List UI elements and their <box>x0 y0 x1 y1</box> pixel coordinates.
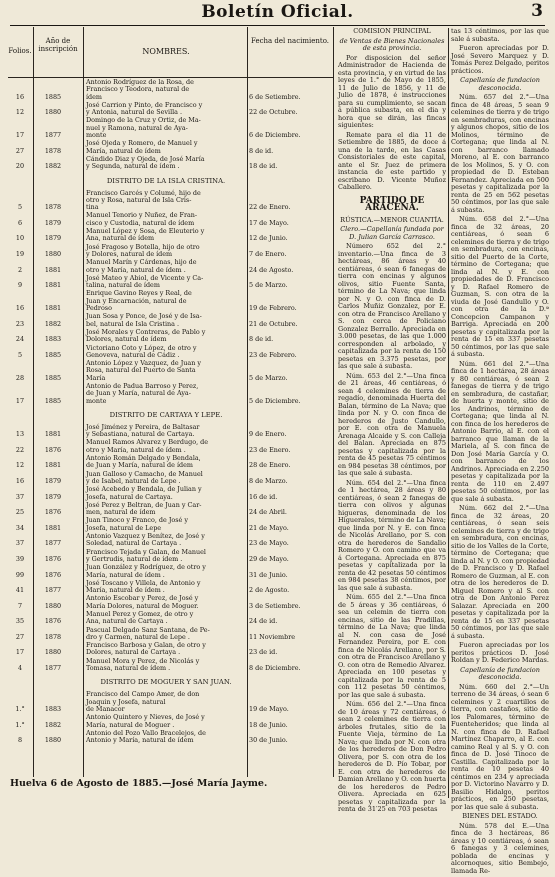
name-cell: Manuel Mora y Perez, de Nicolás y Tomasa, natural de ídem . <box>86 656 200 673</box>
folio-cell: 17 <box>15 396 25 405</box>
date-cell: 6 de Setiembre. <box>249 92 301 101</box>
year-cell: 1876 <box>44 445 62 454</box>
folio-cell: 37 <box>15 539 25 548</box>
year-cell: 1877 <box>44 131 62 140</box>
folio-cell: 34 <box>15 523 25 532</box>
header-fecha: Fecha del nacimiento. <box>250 37 330 45</box>
date-cell: 21 de Mayo. <box>249 523 289 532</box>
col1-paragraph: COMISION PRINCIPAL <box>353 27 431 35</box>
date-cell: 8 de id. <box>249 335 274 344</box>
table-row <box>8 313 333 329</box>
table-row <box>8 345 333 361</box>
folio-cell: 23 <box>15 319 25 328</box>
name-cell: Enrique Gavino Reyes y Real, de Juan y Encarnación, natural de Pedroso <box>86 289 192 313</box>
date-cell: 12 de Junio. <box>249 234 288 243</box>
table-row <box>8 658 333 674</box>
year-cell: 1885 <box>44 92 62 101</box>
date-cell: 22 de Octubre. <box>249 108 298 117</box>
name-cell: Juan Galloso y Camacho, de Manuel y de Isabel, natural de Lepe . <box>86 469 203 485</box>
name-cell: José Jiménez y Pereira, de Baltasar y Sebastiana, natural de Cartaya. <box>86 422 200 439</box>
folio-cell: 6 <box>17 218 23 227</box>
date-cell: 8 de id. <box>249 146 274 155</box>
district-heading: DISTRITO DE LA ISLA CRISTINA. <box>106 176 226 185</box>
year-cell: 1881 <box>44 265 62 274</box>
year-cell: 1881 <box>44 281 62 290</box>
date-cell: 21 de Octubre. <box>249 319 298 328</box>
table-header <box>8 27 333 78</box>
year-cell: 1877 <box>44 664 62 673</box>
name-cell: Pascual Delgado Sanz Santana, de Pe- dro y Carmen, natural de Lepe . <box>86 625 210 641</box>
col1-paragraph: Núm. 653 del 2.°—Una finca de 21 áreas, 46 centiáreas, ó sean 4 celemines de tierra de regadío, denominada Huerta del Balan, término de La Nava; que linda por N. y O. con finca de herederos de Justo Candullo, por E. con otra de Manuela Arenaga Alcaide y S. con Calleja del Balan. Apreciada en 875 pesetas y capitalizada por la renta de 45 pesetas 75 céntimos en 984 pesetas 38 céntimos, por las que sale á subasta. <box>338 371 446 477</box>
name-cell: Manuel Ramos Alvarez y Berdugo, de otro y María, natural de ídem . <box>86 438 208 454</box>
date-cell: 17 de Mayo. <box>249 218 289 227</box>
table-row <box>8 212 333 228</box>
district-heading: DISTRITO DE CARTAYA Y LEPE. <box>109 410 223 419</box>
date-cell: 8 de Marzo. <box>249 476 288 485</box>
date-cell: 23 de Febrero. <box>249 350 297 359</box>
folio-cell: 9 <box>17 281 23 290</box>
table-row <box>8 549 333 565</box>
folio-cell: 27 <box>15 632 25 641</box>
folio-cell: 10 <box>15 234 25 243</box>
name-cell: Manuel Marín y Cárdenas, hijo de otro y María, natural de ídem . <box>86 258 197 274</box>
table-row <box>8 714 333 730</box>
date-cell: 5 de Marzo. <box>249 373 288 382</box>
name-cell: Juan González y Rodríguez, de otro y María, natural de ídem . <box>86 563 206 579</box>
year-cell: 1880 <box>44 736 62 745</box>
col2-paragraph: Capellanía de fundacion desconocida. <box>460 665 540 681</box>
header-folios: Folios. <box>8 47 32 55</box>
name-cell: Antonio Quintero y Nieves, de José y María, natural de Moguer . <box>86 713 205 729</box>
name-cell: José Perez y Beltran, de Juan y Car- men, natural de ídem <box>86 500 202 517</box>
name-cell: José Carrion y Pinto, de Francisco y y Antonia, natural de Sevilla . <box>86 100 203 117</box>
col1-paragraph: Por disposicion del señor Administrador de Hacienda de esta provincia, y en virtud de las leyes de 1.° de Mayo de 1855, 11 de Julio de 1856, y 11 de Julio de 1878, é instrucciones para su cumplimiento, se sacan á pública subasta, en el dia y hora que se dirán, las fincas siguientes: <box>338 53 446 129</box>
col2-paragraph: Núm. 658 del 2.°—Una finca de 32 áreas, 20 centiáreas, ó sean 6 celemines de tierra y de trigo en sembradura, con encinas, sitio del Puerto de la Corte, término de Cortegana; que linda al N. y E. con propiedades de D. Francisco y D. Rafael Romero de Guzman, S. con otra de la viuda de José Gandullo y O. con otra de la D.ª Concepcion Campanon y Barriga. Apreciada en 200 pesetas y capitalizada por la renta de 15 en 337 pesetas 50 céntimos, por las que sale á subasta. <box>451 215 549 358</box>
date-cell: 22 de Enero. <box>249 203 291 212</box>
col1-paragraph: Remate para el dia 11 de Setiembre de 1885, de doce á una de la tarde, en las Casas Consistoriales de este capital, ante el Sr. Juez de primera instancia de este partido y escribano D. Vicente Muñoz Caballero. <box>338 130 446 191</box>
date-cell: 29 de Mayo. <box>249 554 289 563</box>
header-rule <box>10 25 545 26</box>
date-cell: 16 de id. <box>249 492 278 501</box>
date-cell: 23 de id. <box>249 648 278 657</box>
table-row <box>8 329 333 345</box>
folio-cell: 16 <box>15 304 25 313</box>
year-cell: 1878 <box>44 632 62 641</box>
year-cell: 1879 <box>44 218 62 227</box>
name-cell: Juan Tinoco y Franco, de José y Josefa, natural de Lepe <box>86 516 188 532</box>
year-cell: 1876 <box>44 617 62 626</box>
name-cell: José Ojeda y Romero, de Manuel y María, natural de ídem <box>86 139 198 155</box>
table-row <box>8 595 333 611</box>
year-cell: 1885 <box>44 373 62 382</box>
table-row <box>8 486 333 502</box>
year-cell: 1877 <box>44 586 62 595</box>
table-row <box>8 102 333 118</box>
name-cell: José Morales y Contreras, de Pablo y Dolores, natural de ídem <box>86 327 206 344</box>
folio-cell: 12 <box>15 461 25 470</box>
year-cell: 1879 <box>44 492 62 501</box>
folio-cell: 16 <box>15 476 25 485</box>
folio-cell: 5 <box>17 203 23 212</box>
name-cell: Antonio Escobar y Perez, de José y María Dolores, natural de Moguer. <box>86 594 199 610</box>
date-cell: 6 de Diciembre. <box>249 131 301 140</box>
col1-paragraph: de Ventas de Bienes Nacionales de esta provincia. <box>339 36 445 52</box>
table-row <box>8 517 333 533</box>
folio-cell: 7 <box>17 601 23 610</box>
year-cell: 1883 <box>44 335 62 344</box>
column-divider <box>448 28 449 798</box>
year-cell: 1881 <box>44 304 62 313</box>
header-anio: Año de inscripción <box>38 37 78 53</box>
year-cell: 1882 <box>44 162 62 171</box>
date-cell: 11 Noviembre <box>249 632 296 641</box>
year-cell: 1885 <box>44 350 62 359</box>
table-row <box>8 360 333 383</box>
col2-paragraph: Núm. 661 del 2.°—Una finca de 1 hectárea, 28 áreas y 80 centiáreas, ó sean 2 fanegas de tierra y de trigo en sembradura, de castañar, de huerta y monte, sitio de los Andrinos, término de Cortegana; que linda al N. con finca de los herederos de Antonio Barrio, al E. con el barranco que llaman de la Mariela, al S. con finca de Don José María García y O. con barranco de los Andrinos. Apreciada en 2.250 pesetas y capitalizada por la renta de 110 en 2.497 pesetas 50 céntimos, por las que sale á subasta. <box>451 359 550 503</box>
name-cell: Manuel Perez y Gomez, de otro y Ana, natural de Cartaya . <box>86 610 194 626</box>
date-cell: 24 de Abril. <box>249 508 287 517</box>
table-row <box>8 642 333 658</box>
page-header <box>10 2 545 26</box>
table-row <box>8 290 333 313</box>
date-cell: 8 de Diciembre. <box>249 664 301 673</box>
name-cell: Manuel Tenorio y Nuñez, de Fran- cisco y Custodia, natural de ídem <box>86 211 198 227</box>
date-cell: 23 de Enero. <box>249 445 291 454</box>
year-cell: 1882 <box>44 720 62 729</box>
col1-paragraph: RÚSTICA.—MENOR CUANTÍA. <box>340 215 444 224</box>
date-cell: 19 de Febrero. <box>249 304 297 313</box>
name-cell: Antonio López y Vazquez, de Juan y Rosa, natural del Puerto de Santa María <box>86 359 201 382</box>
year-cell: 1885 <box>44 396 62 405</box>
year-cell: 1876 <box>44 570 62 579</box>
date-cell: 18 de Junio. <box>249 720 288 729</box>
folio-cell: 22 <box>15 445 25 454</box>
col2-paragraph: Fueron apreciadas por D. José Severo Marquez y D. Tomás Perez Delgado, peritos prácticos. <box>451 44 549 75</box>
name-cell: Domingo de la Cruz y Ortiz, de Ma- nuel y Ramona, natural de Aya- monte <box>86 116 201 140</box>
table-row <box>8 424 333 440</box>
table-row <box>8 471 333 487</box>
name-cell: Antonio Román Delgado y Bendala, de Juan y María, natural de ídem <box>86 454 201 470</box>
name-cell: Francisco del Campo Amer, de don Joaquin y Josefa, natural de Manacor <box>86 690 200 713</box>
name-cell: José Fragoso y Botella, hijo de otro y Dolores, natural de ídem <box>86 242 200 258</box>
date-cell: 3 de Setiembre. <box>249 601 301 610</box>
year-cell: 1878 <box>44 146 62 155</box>
date-cell: 7 de Enero. <box>249 249 287 258</box>
folio-cell: 24 <box>15 335 25 344</box>
date-cell: 23 de Mayo. <box>249 539 289 548</box>
date-cell: 30 de Junio. <box>249 736 288 745</box>
folio-cell: 37 <box>15 492 25 501</box>
folio-cell: 13 <box>15 430 25 439</box>
date-cell: 31 de Junio. <box>249 570 288 579</box>
table-row <box>8 502 333 518</box>
col2-paragraph: Fueron apreciadas por los peritos prácticos D. José Roldan y D. Federico Mardas. <box>451 641 549 664</box>
year-cell: 1880 <box>44 249 62 258</box>
col2-paragraph: BIENES DEL ESTADO. <box>462 812 538 820</box>
year-cell: 1882 <box>44 319 62 328</box>
date-cell: 28 de Enero. <box>249 461 291 470</box>
year-cell: 1880 <box>44 648 62 657</box>
folio-cell: 28 <box>15 373 25 382</box>
col2-paragraph: Núm. 657 del 2.°—Una finca de 48 áreas, 5 sean 9 celemines de tierra y de trigo en sembraduras, con encinas y algunos chopos, sitio de los Molinos, término de Cortegana; que linda al N. con barranco llamado Moreno, al E. con barranco de los Molinos, S. y O. con propiedad de D. Esteban Fernandez. Apreciada en 500 pesetas y capitalizada por la renta de 25 en 562 pesetas 50 céntimos, por las que sale á subasta. <box>451 93 549 214</box>
folio-cell: 20 <box>15 162 25 171</box>
district-heading: DISTRITO DE MOGUER Y SAN JUAN. <box>100 678 232 687</box>
table-row <box>8 140 333 156</box>
year-cell: 1880 <box>44 601 62 610</box>
folio-cell: 1.° <box>15 720 25 729</box>
folio-cell: 35 <box>15 617 25 626</box>
table-row <box>8 228 333 244</box>
date-cell: 24 de Agosto. <box>249 265 294 274</box>
name-cell: Antonio Rodríguez de la Rosa, de Francisco y Teodora, natural de ídem <box>86 78 194 101</box>
name-cell: José Toscano y Villela, de Antonio y María, natural de ídem . <box>86 578 201 595</box>
name-cell: Manuel López y Sosa, de Eleuterio y Ana, natural de ídem <box>86 227 205 243</box>
table-row <box>8 79 333 102</box>
folio-cell: 5 <box>17 350 23 359</box>
year-cell: 1881 <box>44 461 62 470</box>
folio-cell: 17 <box>15 648 25 657</box>
year-cell: 1881 <box>44 430 62 439</box>
auction-column-1 <box>338 28 446 816</box>
folio-cell: 12 <box>15 108 25 117</box>
table-row <box>8 275 333 291</box>
folio-cell: 41 <box>15 586 25 595</box>
year-cell: 1880 <box>44 108 62 117</box>
col2-paragraph: Núm. 662 del 2.°—Una finca de 32 áreas, 20 centiáreas, ó sean seis celemines de tierra y de trigo en sembradura, con encinas, sitio de los Valles de la Corte, término de Cortegana; que linda al N. y O. con propiedad de D. Francisco y D. Rafael Romero de Guzman, al E. con otra de los herederos de D. Miguel Romero y al S. con otra de Don Antonio Perez Salazar. Apreciada en 200 pesetas y capitalizada por la renta de 15 en 337 pesetas 50 céntimos, por las que sale á subasta. <box>451 504 549 640</box>
table-row <box>8 244 333 260</box>
table-row <box>8 117 333 140</box>
col2-paragraph: Núm. 660 del 2.°—Un terreno de 34 áreas, ó sean 6 celemines y 2 cuartillos de tierra, con castaños, sitio de los Palomares, término de Fuenteheridos; que linda al N. con finca de D. Rafael Martínez Chaparro, al E. con camino Real y al S. y O. con finca de D. José Tinoco de Castilla. Capitalizada por la renta de 10 pesetas 40 céntimos en 234 y apreciada por D. Victorino Navarro y D. Basilio Hidalgo, peritos prácticos, en 250 pesetas, por las que sale á subasta. <box>451 682 549 811</box>
folio-cell: 25 <box>15 508 25 517</box>
year-cell: 1883 <box>44 704 62 713</box>
header-nombres: NOMBRES. <box>142 47 190 56</box>
col1-paragraph: Núm. 656 del 2.°—Una finca de 10 áreas y 72 centiáreas, ó sean 2 celemines de tierra con árboles frutales, sitio de la Fuente Vieja, término de La Nava; que linda por N. con otra de los herederos de Don Pedro Olivera, por S. con otra de los herederos de D. Pío Tobar, por E. con otra de herederos de Damian Arellano y O. con huerta de los herederos de Pedro Olivera. Apreciada en 625 pesetas y capitalizada por la renta de 31′25 en 703 pesetas <box>338 700 446 813</box>
col1-paragraph: Número 652 del 2.° inventario.—Una finca de 3 hectáreas, 86 áreas y 40 centiáreas, ó sean 6 fanegas de tierra con encinas y algunos olivos, sitio Fuente Santa, término de La Nava; que linda por N. y O. con finca de D. Carlos Muñiz Gonzalez, por E. con otra de Francisco Arellano y S. con cerca de Policiano Gonzalez Berrallo. Apreciada en 3.000 pesetas, de las que 1.000 corresponden al arbolado, y capitalizada por la renta de 150 pesetas en 3.375 pesetas, por las que sale á subasta. <box>338 242 446 370</box>
year-cell: 1879 <box>44 234 62 243</box>
date-cell: 5 de Diciembre. <box>249 396 301 405</box>
col2-paragraph: Capellanía de fundacion desconocida. <box>460 76 540 92</box>
year-cell: 1877 <box>44 539 62 548</box>
table-row <box>8 190 333 213</box>
table-body <box>8 79 333 745</box>
date-cell: 2 de Agosto. <box>249 586 290 595</box>
folio-cell: 39 <box>15 554 25 563</box>
col1-paragraph: PARTIDO DE ARACENA. <box>359 195 425 213</box>
col1-paragraph: Núm. 654 del 2.°—Una finca de 1 hectárea, 28 áreas y 80 centiáreas, ó sean 2 fanegas de tierra con olivos y algunas higueras, denominada de los Higuerales, término de La Nava; que linda por N. y E. con finca de Nicolás Arellano, por S. con otra de herederos de Sandalio Romero y O. con camino que va á Cortegana. Apreciada en 875 pesetas y capitalizada por la renta de 42 pesetas 50 céntimos en 984 pesetas 38 céntimos, por las que sale á subasta. <box>338 478 446 592</box>
table-row <box>8 156 333 172</box>
folio-cell: 99 <box>15 570 25 579</box>
folio-cell: 8 <box>17 736 23 745</box>
folio-cell: 19 <box>15 249 25 258</box>
table-row <box>8 691 333 714</box>
date-cell: 18 de id. <box>249 162 278 171</box>
registry-table <box>8 27 334 777</box>
table-row <box>8 455 333 471</box>
name-cell: Francisco Barbosa y Galan, de otro y Dolores, natural de Cartaya . <box>86 641 206 657</box>
table-row <box>8 439 333 455</box>
table-row <box>8 259 333 275</box>
name-cell: Cándido Diaz y Ojeda, de José María y Segunda, natural de ídem . <box>86 154 205 171</box>
year-cell: 1881 <box>44 523 62 532</box>
table-row <box>8 730 333 746</box>
folio-cell: 2 <box>17 265 23 274</box>
year-cell: 1879 <box>44 476 62 485</box>
auction-column-2 <box>451 28 549 877</box>
table-row <box>8 627 333 643</box>
table-row <box>8 564 333 580</box>
name-cell: Antonio de Padua Barroso y Perez, de Juan y María, natural de Aya- monte <box>86 381 199 405</box>
table-row <box>8 580 333 596</box>
name-cell: Victoriano Coto y López, de otro y Genoveva, natural de Cádiz . <box>86 343 197 359</box>
table-row <box>8 611 333 627</box>
folio-cell: 27 <box>15 146 25 155</box>
name-cell: Antonio Vazquez y Benítez, de José y Soledad, natural de Cartaya . <box>86 532 205 548</box>
table-row <box>8 383 333 406</box>
folio-cell: 16 <box>15 92 25 101</box>
year-cell: 1876 <box>44 508 62 517</box>
page-number: 3 <box>531 1 543 21</box>
signature-line: Huelva 6 de Agosto de 1885.—José María Jayme. <box>10 778 268 789</box>
name-cell: Antonio del Pozo Vallo Bracelejos, de Antonio y María, natural de ídem <box>86 728 206 745</box>
date-cell: 19 de Mayo. <box>249 704 289 713</box>
date-cell: 5 de Marzo. <box>249 281 288 290</box>
name-cell: Francisco Tejada y Galan, de Manuel y Gertrudis, natural de ídem . <box>86 547 206 563</box>
folio-cell: 17 <box>15 131 25 140</box>
table-row <box>8 533 333 549</box>
year-cell: 1876 <box>44 554 62 563</box>
name-cell: José Acebedo y Bendala, de Julian y Josefa, natural de Cartaya. <box>86 485 202 501</box>
col1-paragraph: Núm. 655 del 2.°—Una finca de 5 áreas y 36 centiáreas, ó sea un celemin de tierra con encinas, sitio de las Pradillas, término de La Nava; que linda al N. con casa de José Fernandez Pereira, por E. con finca de Nicolás Arellano, por S. con otra de Francisco Arellano y O. con otra de Remedio Alvarez. Apreciada en 100 pesetas y capitalizada por la renta de 5 con 112 pesetas 50 céntimos, por las que sale á subasta. <box>338 593 446 699</box>
name-cell: José Mateo y Abiol, de Vicente y Ca- talina, natural de ídem <box>86 273 204 290</box>
page-title: Boletín Oficial. <box>201 2 354 22</box>
folio-cell: 1.° <box>15 704 25 713</box>
name-cell: Juan Sosa y Ponce, de José y de Isa- bel, natural de Isla Cristina . <box>86 312 202 328</box>
col2-paragraph: Núm. 578 del E.—Una finca de 3 hectáreas, 86 áreas y 10 centiáreas, ó sean 6 fanegas y 3 celemines, poblada de encinas y alcornoques, sitio Bembejo, llamada Re- <box>451 821 549 875</box>
name-cell: Francisco Garcés y Columé, hijo de otro y Rosa, natural de Isla Cris- tina <box>86 188 201 212</box>
date-cell: 24 de id. <box>249 617 278 626</box>
date-cell: 9 de Enero. <box>249 430 287 439</box>
col1-paragraph: Clero.—Capellanía fundada por D. Julian García Carrasco. <box>340 225 444 241</box>
year-cell: 1878 <box>44 203 62 212</box>
folio-cell: 4 <box>17 664 23 673</box>
col2-paragraph: tas 13 céntimos, por las que sale á subasta. <box>451 27 549 43</box>
